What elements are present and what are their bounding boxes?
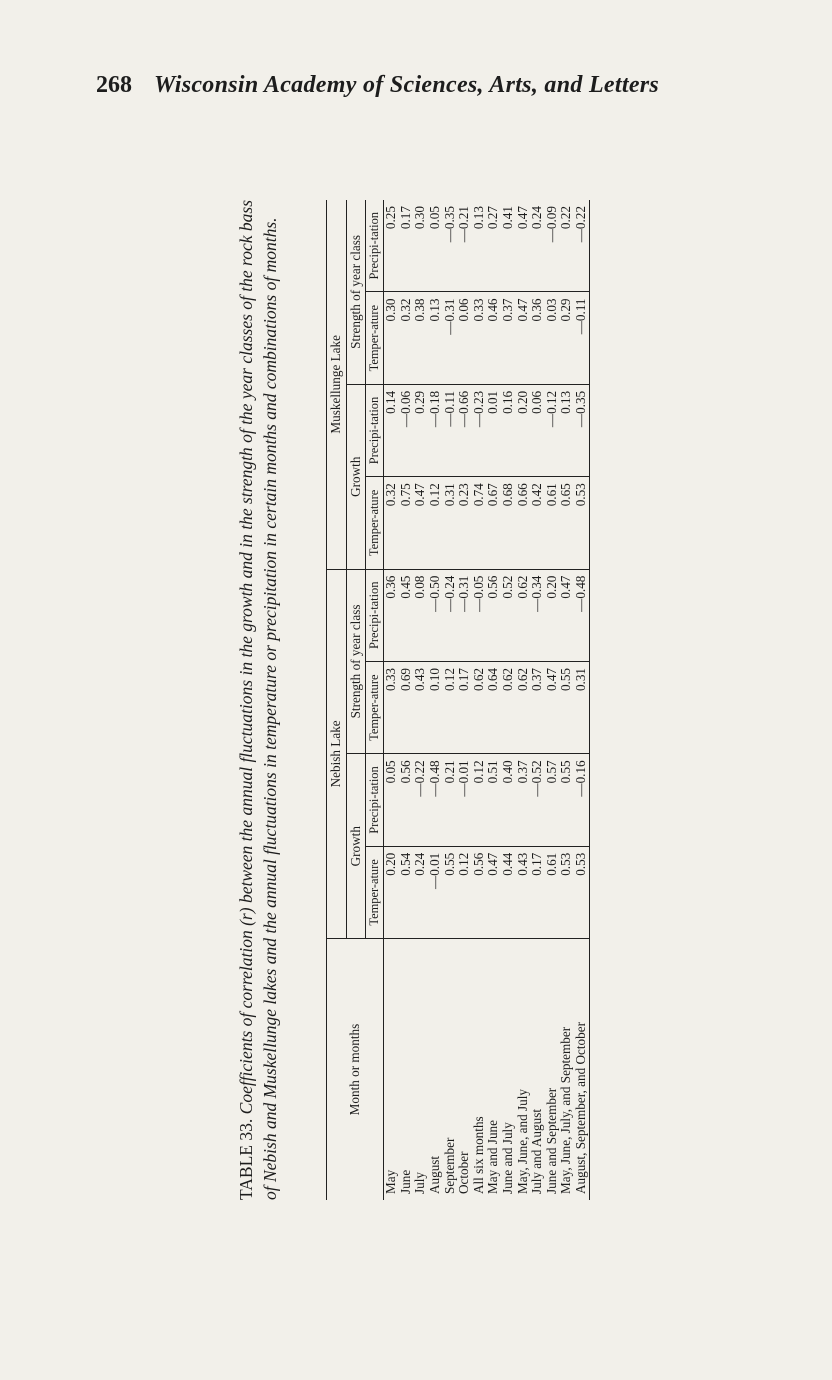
table-row [399, 200, 414, 1200]
group-header: Strength of year class [346, 569, 366, 754]
table-cell: 0.75 [399, 477, 414, 569]
table-caption-label: TABLE 33. [236, 1118, 256, 1200]
table-caption-text: Coefficients of correlation (r) between the annual fluctuations in the growth and in the strength of the year classes of the rock bass of Nebish and Muskellunge lakes and the annual fluctuations in temperature or precipitation in certain months and combinations of months. [236, 199, 280, 1200]
table-cell: 0.44 [501, 846, 516, 938]
row-label: June and July [499, 1122, 515, 1194]
table-cell: 0.12 [472, 754, 487, 846]
table-cell: 0.20 [516, 384, 531, 476]
table-cell: —0.24 [443, 569, 458, 661]
table-cell: 0.16 [501, 384, 516, 476]
row-label: August, September, and October [572, 1022, 588, 1194]
table-cell: 0.37 [516, 754, 531, 846]
table-body [384, 200, 589, 1200]
row-label: All six months [470, 1116, 486, 1194]
row-label: July [412, 1172, 428, 1194]
table-cell: 0.13 [472, 200, 487, 292]
table-cell: —0.34 [530, 569, 545, 661]
table-row [428, 200, 443, 1200]
column-header: Precipi-tation [366, 754, 384, 846]
row-label: May, June, and July [514, 1089, 530, 1194]
table-cell: —0.05 [472, 569, 487, 661]
table-cell: 0.53 [559, 846, 574, 938]
table-cell: 0.47 [559, 569, 574, 661]
table-cell: 0.41 [501, 200, 516, 292]
table-cell: 0.67 [486, 477, 501, 569]
table-cell: 0.38 [413, 292, 428, 384]
table-row [574, 200, 589, 1200]
table-row [443, 200, 458, 1200]
table-cell: 0.13 [428, 292, 443, 384]
table-cell: 0.69 [399, 661, 414, 753]
table-cell: 0.21 [443, 754, 458, 846]
table-cell: 0.36 [384, 569, 399, 661]
table-cell: 0.27 [486, 200, 501, 292]
table-cell: 0.55 [559, 754, 574, 846]
table-cell: 0.29 [413, 384, 428, 476]
table-cell: 0.24 [530, 200, 545, 292]
table-cell: —0.31 [457, 569, 472, 661]
table-cell: 0.61 [545, 846, 560, 938]
table-row [559, 200, 574, 1200]
table-cell: 0.30 [384, 292, 399, 384]
table-cell: 0.20 [545, 569, 560, 661]
table-cell: 0.32 [384, 477, 399, 569]
table-cell: 0.10 [428, 661, 443, 753]
table-row [530, 200, 545, 1200]
journal-title: Wisconsin Academy of Sciences, Arts, and Letters [154, 72, 660, 98]
table-row [545, 200, 560, 1200]
column-header: Temper-ature [366, 292, 384, 384]
correlation-table [326, 200, 590, 1200]
column-header: Precipi-tation [366, 384, 384, 476]
table-cell: 0.03 [545, 292, 560, 384]
table-cell: 0.62 [516, 569, 531, 661]
table-cell: 0.12 [428, 477, 443, 569]
table-cell: 0.62 [501, 661, 516, 753]
table-row [486, 200, 501, 1200]
table-cell: 0.05 [428, 200, 443, 292]
table-cell: —0.50 [428, 569, 443, 661]
table-cell: 0.62 [516, 661, 531, 753]
table-cell: 0.61 [545, 477, 560, 569]
table-cell: —0.18 [428, 384, 443, 476]
row-header: Month or months [327, 939, 384, 1200]
table-cell: 0.33 [384, 661, 399, 753]
table-cell: 0.17 [530, 846, 545, 938]
table-cell: 0.46 [486, 292, 501, 384]
table-cell: 0.51 [486, 754, 501, 846]
table-cell: 0.47 [516, 292, 531, 384]
row-label: June [397, 1169, 413, 1194]
table-cell: —0.35 [443, 200, 458, 292]
table-cell: 0.64 [486, 661, 501, 753]
table-cell: 0.13 [559, 384, 574, 476]
table-cell: —0.22 [574, 200, 589, 292]
column-header: Temper-ature [366, 477, 384, 569]
table-cell: 0.37 [501, 292, 516, 384]
table-cell: 0.36 [530, 292, 545, 384]
table-cell: 0.43 [516, 846, 531, 938]
row-label: August [426, 1155, 442, 1194]
table-caption [234, 200, 282, 1200]
table-cell: —0.52 [530, 754, 545, 846]
table-cell: —0.01 [428, 846, 443, 938]
table-cell: 0.31 [443, 477, 458, 569]
table-cell: 0.24 [413, 846, 428, 938]
table-cell: 0.30 [413, 200, 428, 292]
running-head [96, 72, 756, 108]
column-header: Temper-ature [366, 846, 384, 938]
table-cell: 0.53 [574, 846, 589, 938]
group-header: Growth [346, 754, 366, 939]
table-cell: 0.20 [384, 846, 399, 938]
table-cell: —0.21 [457, 200, 472, 292]
table-cell: 0.55 [443, 846, 458, 938]
table-cell: 0.57 [545, 754, 560, 846]
column-header: Precipi-tation [366, 200, 384, 292]
row-label: May [383, 1169, 399, 1194]
table-cell: 0.74 [472, 477, 487, 569]
table-row [457, 200, 472, 1200]
rotated-table-block [234, 200, 654, 1200]
table-row [472, 200, 487, 1200]
table-cell: —0.11 [574, 292, 589, 384]
table-cell: 0.25 [384, 200, 399, 292]
table-cell: —0.35 [574, 384, 589, 476]
table-cell: 0.22 [559, 200, 574, 292]
group-header: Growth [346, 384, 366, 569]
table-cell: 0.55 [559, 661, 574, 753]
table-cell: 0.56 [399, 754, 414, 846]
table-cell: 0.14 [384, 384, 399, 476]
table-cell: 0.37 [530, 661, 545, 753]
table-cell: —0.09 [545, 200, 560, 292]
table-cell: 0.08 [413, 569, 428, 661]
table-cell: —0.12 [545, 384, 560, 476]
lake-header-muskellunge: Muskellunge Lake [327, 200, 347, 569]
table-cell: 0.52 [501, 569, 516, 661]
table-cell: 0.65 [559, 477, 574, 569]
table-cell: 0.56 [472, 846, 487, 938]
table-cell: —0.01 [457, 754, 472, 846]
column-header: Precipi-tation [366, 569, 384, 661]
table-cell: 0.06 [457, 292, 472, 384]
table-cell: 0.40 [501, 754, 516, 846]
table-cell: 0.47 [516, 200, 531, 292]
row-label: May and June [485, 1120, 501, 1194]
page-number: 268 [96, 72, 132, 98]
group-header: Strength of year class [346, 200, 366, 384]
table-cell: 0.31 [574, 661, 589, 753]
row-label: July and August [529, 1109, 545, 1194]
table-cell: 0.66 [516, 477, 531, 569]
lake-header-nebish: Nebish Lake [327, 569, 347, 939]
table-cell: —0.31 [443, 292, 458, 384]
table-cell: 0.12 [443, 661, 458, 753]
table-cell: 0.17 [399, 200, 414, 292]
table-cell: 0.23 [457, 477, 472, 569]
table-cell: —0.66 [457, 384, 472, 476]
table-cell: 0.43 [413, 661, 428, 753]
table-cell: 0.32 [399, 292, 414, 384]
table-cell: —0.22 [413, 754, 428, 846]
row-label: October [456, 1151, 472, 1194]
table-cell: —0.11 [443, 384, 458, 476]
column-header: Temper-ature [366, 661, 384, 753]
table-row [413, 200, 428, 1200]
row-label: May, June, July, and September [558, 1026, 574, 1194]
table-cell: 0.56 [486, 569, 501, 661]
table-cell: 0.47 [545, 661, 560, 753]
table-cell: —0.48 [574, 569, 589, 661]
table-cell: 0.68 [501, 477, 516, 569]
table-row [516, 200, 531, 1200]
table-row [384, 200, 399, 1200]
table-cell: 0.62 [472, 661, 487, 753]
table-cell: 0.42 [530, 477, 545, 569]
table-cell: —0.16 [574, 754, 589, 846]
row-label: June and September [543, 1087, 559, 1194]
table-cell: 0.53 [574, 477, 589, 569]
table-cell: 0.05 [384, 754, 399, 846]
table-cell: 0.12 [457, 846, 472, 938]
table-row [501, 200, 516, 1200]
table-cell: 0.06 [530, 384, 545, 476]
table-cell: 0.47 [486, 846, 501, 938]
table-cell: 0.45 [399, 569, 414, 661]
table-cell: —0.23 [472, 384, 487, 476]
table-cell: 0.29 [559, 292, 574, 384]
table-cell: —0.48 [428, 754, 443, 846]
table-cell: 0.54 [399, 846, 414, 938]
table-cell: 0.01 [486, 384, 501, 476]
table-cell: 0.33 [472, 292, 487, 384]
table-cell: 0.47 [413, 477, 428, 569]
table-cell: —0.06 [399, 384, 414, 476]
row-label: September [441, 1137, 457, 1194]
table-cell: 0.17 [457, 661, 472, 753]
